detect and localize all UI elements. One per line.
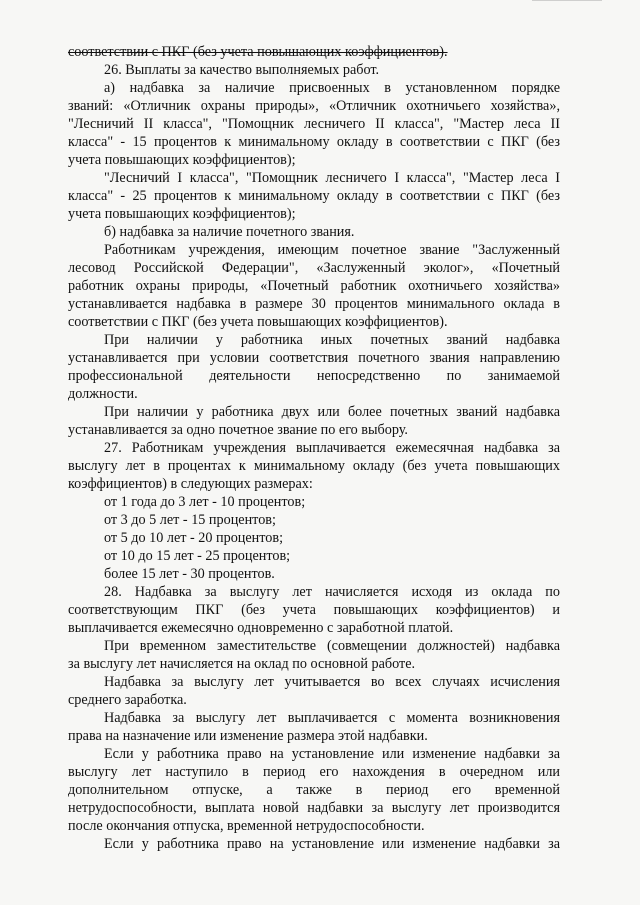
text-line: коэффициентов) в следующих размерах: [68,476,313,492]
text-line: лесовод Российской Федерации", «Заслуженный эколог», «Почетный [68,260,560,276]
text-line: устанавливается надбавка в размере 30 процентов минимального оклада в [68,296,560,312]
text-line: Если у работника право на установление или изменение надбавки за [104,836,560,852]
text-line: после окончания отпуска, временной нетрудоспособности. [68,818,425,834]
text-line: нетрудоспособности, выплата новой надбавки за выслугу лет производится [68,800,560,816]
text-line: званий: «Отличник охраны природы», «Отличник охотничьего хозяйства», [68,98,560,114]
text-line: устанавливается за одно почетное звание по его выбору. [68,422,408,438]
text-line: от 10 до 15 лет - 25 процентов; [104,548,291,564]
text-line: соответствии с ПКГ (без учета повышающих коэффициентов). [68,314,448,330]
text-line: выплачивается ежемесячно одновременно с заработной платой. [68,620,454,636]
text-line: устанавливается при условии соответствия почетного звания направлению [68,350,560,366]
text-line: профессиональной деятельности непосредственно по занимаемой [68,368,560,384]
text-line: от 3 до 5 лет - 15 процентов; [104,512,276,528]
text-line: 28. Надбавка за выслугу лет начисляется исходя из оклада по [104,584,560,600]
text-line: более 15 лет - 30 процентов. [104,566,275,582]
text-line: При наличии у работника иных почетных званий надбавка [104,332,560,348]
text-line: При временном заместительстве (совмещении должностей) надбавка [104,638,560,654]
text-line: соответствии с ПКГ (без учета повышающих коэффициентов). [68,44,448,60]
text-line: права на назначение или изменение размера этой надбавки. [68,728,428,744]
text-line: среднего заработка. [68,692,187,708]
text-line: выслугу лет в процентах к минимальному окладу (без учета повышающих [68,458,560,474]
text-line: дополнительном отпуске, а также в период его временной [68,782,560,798]
text-line: выслугу лет наступило в период его нахождения в очередном или [68,764,560,780]
text-line: 27. Работникам учреждения выплачивается ежемесячная надбавка за [104,440,560,456]
text-line: Работникам учреждения, имеющим почетное звание "Заслуженный [104,242,560,258]
text-line: Надбавка за выслугу лет выплачивается с момента возникновения [104,710,560,726]
text-line: соответствующим ПКГ (без учета повышающих коэффициентов) и [68,602,560,618]
text-line: При наличии у работника двух или более почетных званий надбавка [104,404,560,420]
text-line: Надбавка за выслугу лет учитывается во всех случаях исчисления [104,674,560,690]
text-line: б) надбавка за наличие почетного звания. [104,224,355,240]
text-line: "Лесничий II класса", "Помощник лесничего II класса", "Мастер леса II [68,116,560,132]
text-line: учета повышающих коэффициентов); [68,206,296,222]
text-line: от 1 года до 3 лет - 10 процентов; [104,494,306,510]
text-line: должности. [68,386,138,402]
text-line: 26. Выплаты за качество выполняемых работ. [104,62,380,78]
text-line: от 5 до 10 лет - 20 процентов; [104,530,284,546]
text-line: класса" - 15 процентов к минимальному окладу в соответствии с ПКГ (без [68,134,560,150]
text-line: а) надбавка за наличие присвоенных в установленном порядке [104,80,560,96]
text-line: класса" - 25 процентов к минимальному окладу в соответствии с ПКГ (без [68,188,560,204]
text-line: учета повышающих коэффициентов); [68,152,296,168]
text-line: "Лесничий I класса", "Помощник лесничего I класса", "Мастер леса I [104,170,560,186]
text-line: Если у работника право на установление или изменение надбавки за [104,746,560,762]
text-line: за выслугу лет начисляется на оклад по основной работе. [68,656,416,672]
scan-artifact [532,0,602,6]
text-line: работник охраны природы, «Почетный работник охотничьего хозяйства» [68,278,560,294]
